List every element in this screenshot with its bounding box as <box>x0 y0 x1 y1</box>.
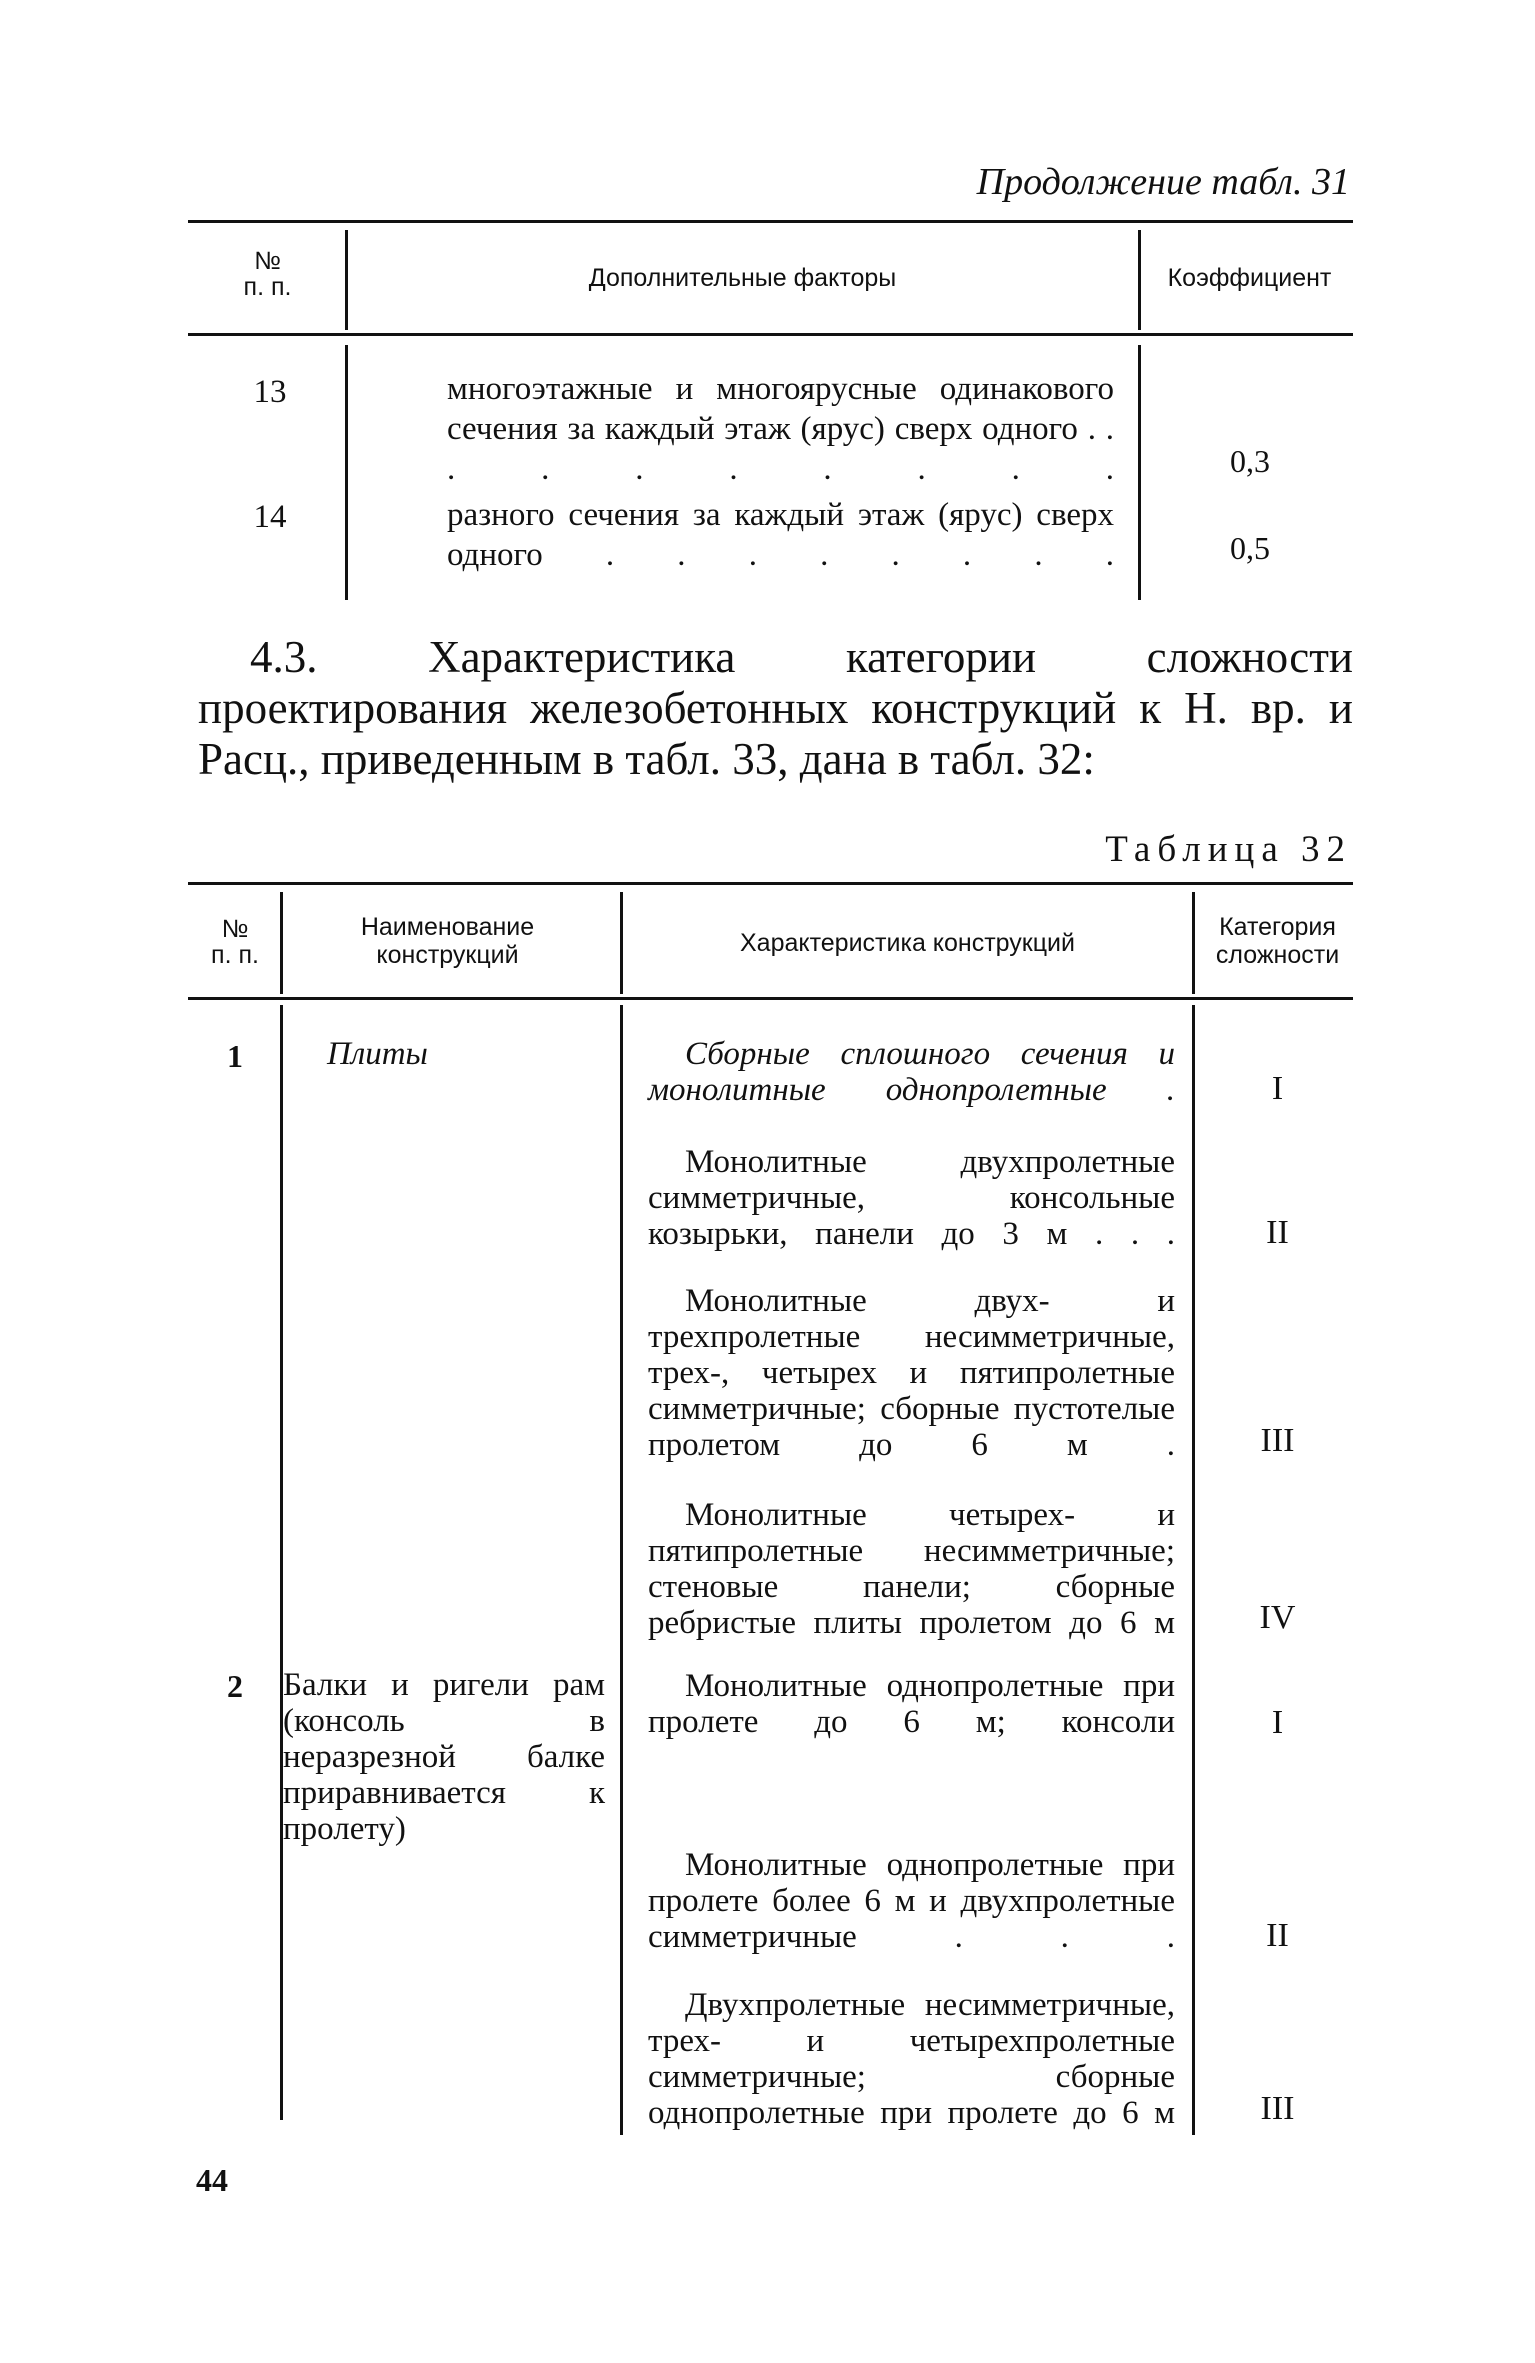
table32-row-text: Двухпролетные несимметричные, трех- и четырехпролетные симметричные; сборные однопролетные при пролете до 6 м <box>648 1987 1175 2131</box>
table32-row-cat: III <box>1260 1422 1295 1459</box>
table32-top-rule <box>188 882 1353 885</box>
table32-row-text: Монолитные двух- и трехпролетные несимметричные, трех-, четырех и пятипролетные симметричные; сборные пустотелые пролетом до 6 м . <box>648 1283 1175 1463</box>
table31-col-divider <box>1138 345 1141 600</box>
table32-col-divider <box>1192 1005 1195 2135</box>
table32-header-char: Характеристика конструкций <box>740 929 1075 957</box>
table32-col-divider <box>280 1005 283 2120</box>
table32-row-cat: II <box>1266 1917 1289 1954</box>
table32-row-text: Монолитные четырех- и пятипролетные несимметричные; стеновые панели; сборные ребристые плиты пролетом до 6 м <box>648 1497 1175 1641</box>
table31-row-text: разного сечения за каждый этаж (ярус) сверх одного . . . . . . . . <box>447 497 1114 573</box>
table32-group-num: 1 <box>227 1038 243 1074</box>
table32-caption: Таблица 32 <box>1105 829 1352 870</box>
table32-col-divider <box>1192 892 1195 994</box>
table32-col-divider <box>620 1005 623 2135</box>
table32-row-cat: III <box>1260 2090 1295 2127</box>
table31-header-factors: Дополнительные факторы <box>588 264 897 292</box>
table32-col-divider <box>280 892 283 994</box>
table32-row-text: Монолитные двухпролетные симметричные, консольные козырьки, панели до 3 м . . . <box>648 1144 1175 1252</box>
table31-row-text: многоэтажные и многоярусные одинакового сечения за каждый этаж (ярус) сверх одного . . . . . . . . . . <box>447 371 1114 487</box>
table32-row-cat: IV <box>1259 1599 1296 1636</box>
table32-row-text: Монолитные однопролетные при пролете до 6 м; консоли <box>648 1668 1175 1740</box>
table32-header-num: № п. п. <box>211 915 259 969</box>
table32-header-cat: Категория сложности <box>1215 913 1340 969</box>
table32-group-name: Балки и ригели рам (консоль в неразрезной балке приравнивается к пролету) <box>283 1667 605 1847</box>
continuation-title: Продолжение табл. 31 <box>976 161 1350 203</box>
table32-group-num: 2 <box>227 1668 243 1704</box>
table31-top-rule <box>188 220 1353 223</box>
page-number: 44 <box>196 2162 228 2198</box>
table31-col-divider <box>1138 230 1141 330</box>
table31-header-coef: Коэффициент <box>1167 264 1332 292</box>
table32-row-cat: I <box>1271 1070 1284 1107</box>
table32-header-name: Наименование конструкций <box>360 913 535 969</box>
table31-row-coef: 0,5 <box>1230 530 1270 566</box>
table31-col-divider <box>345 345 348 600</box>
table31-row-coef: 0,3 <box>1230 443 1270 479</box>
table32-row-cat: II <box>1266 1214 1289 1251</box>
table32-group-name: Плиты <box>327 1036 428 1072</box>
table31-row-num: 13 <box>253 374 287 410</box>
table31-header-num: № п. п. <box>243 247 292 301</box>
table32-col-divider <box>620 892 623 994</box>
table32-row-cat: I <box>1271 1704 1284 1741</box>
table32-header-rule <box>188 997 1353 1000</box>
table31-col-divider <box>345 230 348 330</box>
table32-row-text: Сборные сплошного сечения и монолитные однопролетные . <box>648 1036 1175 1108</box>
table31-header-rule <box>188 333 1353 336</box>
table31-row-num: 14 <box>253 499 287 535</box>
paragraph-4-3: 4.3. Характеристика категории сложности проектирования железобетонных конструкций к Н. вр. и Расц., приведенным в табл. 33, дана в табл. 32: <box>198 632 1353 784</box>
table32-row-text: Монолитные однопролетные при пролете более 6 м и двухпролетные симметричные . . . <box>648 1847 1175 1955</box>
